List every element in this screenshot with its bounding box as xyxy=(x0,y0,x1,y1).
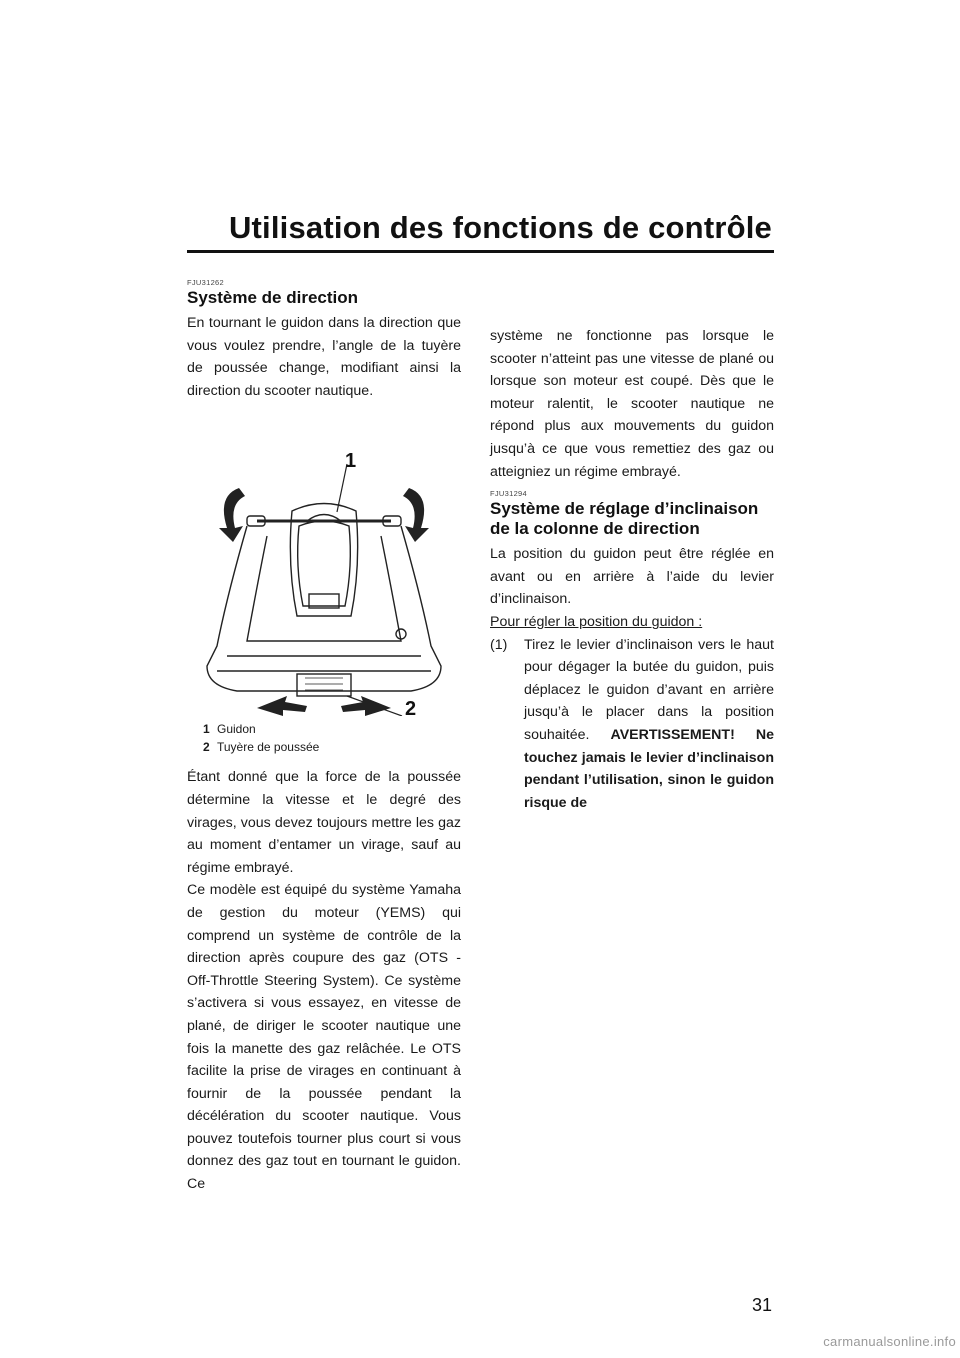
jetski-illustration xyxy=(187,416,461,716)
legend-label: Guidon xyxy=(217,722,256,737)
right-column xyxy=(490,325,774,814)
intro-paragraph: En tournant le guidon dans la direction que vous voulez prendre, l’angle de la tuyère de poussée change, modifiant ainsi la direction du scooter nautique. xyxy=(187,315,461,399)
jetski-steering-figure xyxy=(187,416,461,721)
figure-legend xyxy=(203,720,461,756)
procedure-subheading: Pour régler la position du guidon : xyxy=(490,613,703,630)
intro-paragraph: La position du guidon peut être réglée en avant ou en arrière à l’aide du levier d’inclinaison. xyxy=(490,546,774,608)
page-header-title: Utilisation des fonctions de contrôle xyxy=(228,210,772,245)
section-code: FJU31262 xyxy=(187,278,225,287)
callout-2: 2 xyxy=(405,698,417,721)
section-code: FJU31294 xyxy=(490,489,528,499)
legend-item xyxy=(203,738,461,756)
header-rule xyxy=(187,250,774,253)
step-text xyxy=(524,634,774,815)
step-instruction: Tirez le levier d’inclinaison vers le haut pour dégager la butée du guidon, puis déplacez le guidon d’avant en arrière jusqu’à le placer dans la position souhaitée. xyxy=(524,636,774,743)
callout-1: 1 xyxy=(345,450,357,473)
continued-paragraph: système ne fonctionne pas lorsque le scooter n’atteint pas une vitesse de plané ou lorsque son moteur est coupé. Dès que le moteur ralentit, le scooter nautique ne répond plus aux mouvements du guidon jusqu’à ce que vous remettiez des gaz ou atteigniez un régime embrayé. xyxy=(490,328,774,480)
left-column xyxy=(187,272,461,1196)
section-heading: Système de réglage d’inclinaison de la colonne de direction xyxy=(490,499,759,539)
legend-item xyxy=(203,720,461,738)
thrust-paragraph: Étant donné que la force de la poussée détermine la vitesse et le degré des virages, vous devez toujours mettre les gaz au moment d’entamer un virage, sauf au régime embrayé. xyxy=(187,769,461,876)
step-warning: AVERTISSEMENT! Ne touchez jamais le levier d’inclinaison pendant l’utilisation, sinon le guidon risque de xyxy=(524,726,774,811)
page-number: 31 xyxy=(751,1295,772,1315)
legend-label: Tuyère de poussée xyxy=(217,740,320,755)
step-number: (1) xyxy=(490,636,508,653)
legend-number: 2 xyxy=(203,740,210,755)
watermark: carmanualsonline.info xyxy=(823,1334,956,1349)
procedure-step xyxy=(490,634,774,815)
legend-number: 1 xyxy=(203,722,210,737)
yems-paragraph: Ce modèle est équipé du système Yamaha de gestion du moteur (YEMS) qui comprend un système de contrôle de la direction après coupure des gaz (OTS - Off-Throttle Steering System). Ce système s’activera si vous essayez, en vitesse de plané, de diriger le scooter nautique une fois la manette des gaz relâchée. Le OTS facilite la prise de virages en continuant à fournir de la poussée pendant la décélération du scooter nautique. Vous pouvez toutefois tourner plus court si vous donnez des gaz tout en tournant le guidon. Ce xyxy=(187,882,461,1193)
section-heading: Système de direction xyxy=(187,288,359,307)
